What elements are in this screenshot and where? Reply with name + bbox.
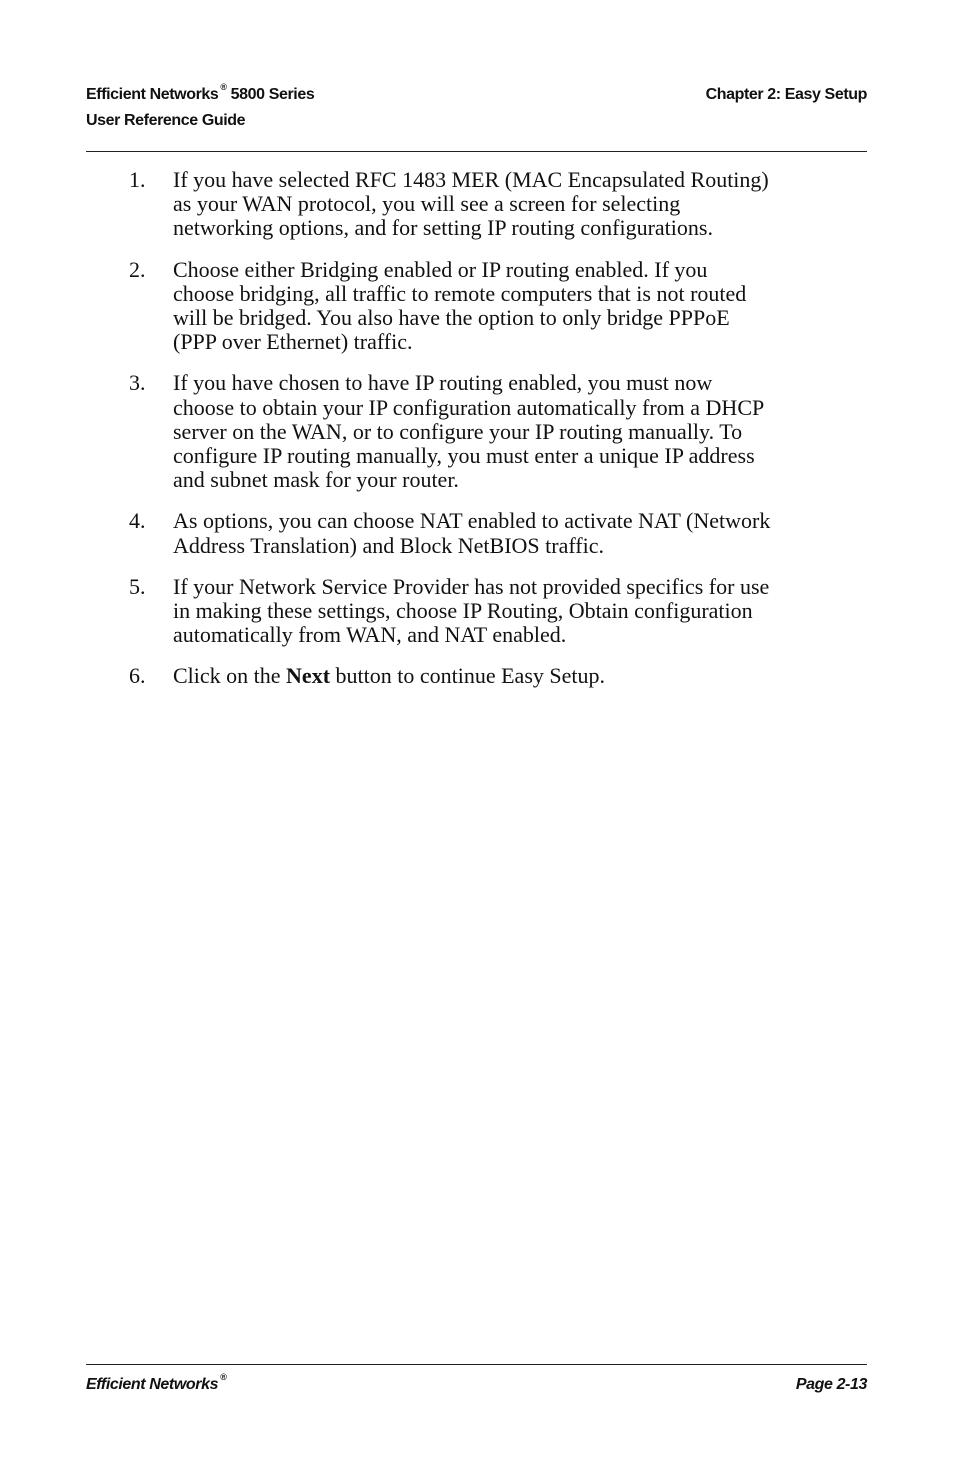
step-number: 2. [129,256,146,282]
step-text [173,371,823,492]
step-text [173,575,823,648]
step-line: will be bridged. You also have the option to only bridge PPPoE [173,305,730,331]
step-text [173,664,823,688]
header-left [86,82,314,134]
header-chapter: Chapter 2: Easy Setup [705,86,867,103]
step-3 [0,371,823,492]
step-line: networking options, and for setting IP routing configurations. [173,215,713,241]
header-brand: Efficient Networks [86,86,219,103]
header-rule [86,151,867,152]
header-series: 5800 Series [226,86,315,103]
header-registered-mark: ® [220,82,227,92]
footer-rule [86,1364,867,1365]
step-5 [0,575,823,648]
step-text-before: Click on the [173,663,287,689]
next-button-reference: Next [286,663,331,689]
step-4 [0,509,823,557]
header-title-line [86,82,314,108]
step-number: 4. [129,508,146,534]
step-text [173,168,823,241]
step-line: configure IP routing manually, you must enter a unique IP address [173,443,755,469]
step-line: as your WAN protocol, you will see a screen for selecting [173,191,681,217]
step-line: choose bridging, all traffic to remote computers that is not routed [173,280,747,306]
footer-registered-mark: ® [220,1372,227,1382]
step-line: If your Network Service Provider has not provided specifics for use [173,573,770,599]
step-line: If you have selected RFC 1483 MER (MAC Encapsulated Routing) [173,167,769,192]
step-number: 1. [129,167,146,192]
header-guide-title: User Reference Guide [86,112,246,129]
step-line: Address Translation) and Block NetBIOS traffic. [173,532,604,558]
step-line: As options, you can choose NAT enabled to activate NAT (Network [173,508,771,534]
step-number: 6. [129,663,146,689]
step-text [173,258,823,355]
step-text [173,509,823,557]
step-line: Choose either Bridging enabled or IP routing enabled. If you [173,256,708,282]
footer-brand: Efficient Networks [86,1376,219,1393]
setup-steps-list [0,168,954,706]
footer-brand-block [86,1372,227,1394]
step-text-after: button to continue Easy Setup. [330,663,605,689]
step-line: and subnet mask for your router. [173,467,459,493]
step-number: 3. [129,370,146,396]
step-1 [0,168,823,241]
step-line: automatically from WAN, and NAT enabled. [173,622,567,648]
step-line: server on the WAN, or to configure your IP routing manually. To [173,418,743,444]
page-number: Page 2-13 [795,1376,867,1393]
step-line: If you have chosen to have IP routing enabled, you must now [173,370,713,396]
step-6 [0,664,823,688]
step-2 [0,258,823,355]
step-line: in making these settings, choose IP Routing, Obtain configuration [173,598,753,624]
step-number: 5. [129,573,146,599]
step-line: choose to obtain your IP configuration automatically from a DHCP [173,394,765,420]
step-line: (PPP over Ethernet) traffic. [173,329,413,355]
